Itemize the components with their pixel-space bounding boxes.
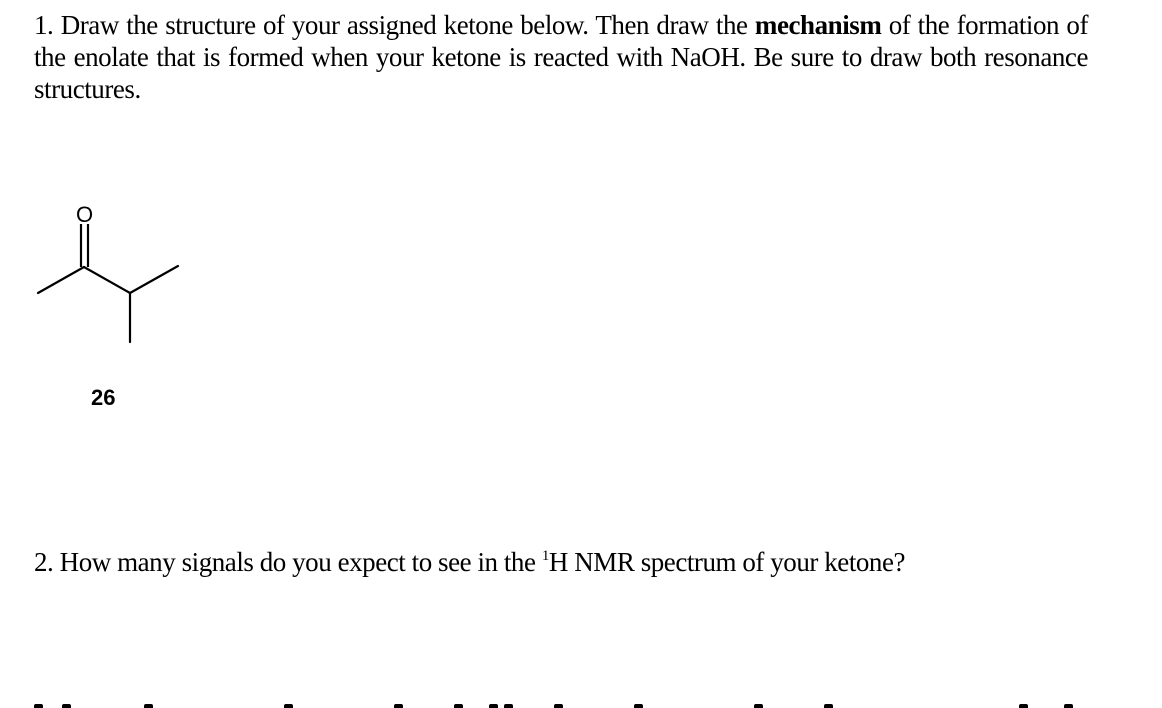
oxygen-atom-label: O: [75, 202, 94, 227]
question-1-text: [34, 9, 1088, 105]
compound-number: 26: [91, 385, 116, 410]
question-1-part2: of the formation of the enolate that is formed when your ketone is reacted with NaOH. Be sure to draw both resonance structures.: [34, 10, 1088, 104]
question-1-part1: 1. Draw the structure of your assigned ketone below. Then draw the: [34, 10, 755, 40]
question-2-text: [34, 546, 905, 578]
question-3-cutoff-text: [34, 700, 1094, 708]
question-2-part1: 2. How many signals do you expect to see in the: [34, 547, 542, 577]
carbonyl-alpha-bond: [84, 267, 130, 293]
question-1-bold-term: mechanism: [754, 10, 882, 40]
ketone-structure-diagram: [30, 200, 190, 350]
question-2-part2: H NMR spectrum of your ketone?: [548, 547, 906, 577]
isopropyl-right-bond: [130, 266, 178, 293]
left-methyl-bond: [38, 267, 84, 293]
question-2-superscript: 1: [541, 548, 549, 564]
